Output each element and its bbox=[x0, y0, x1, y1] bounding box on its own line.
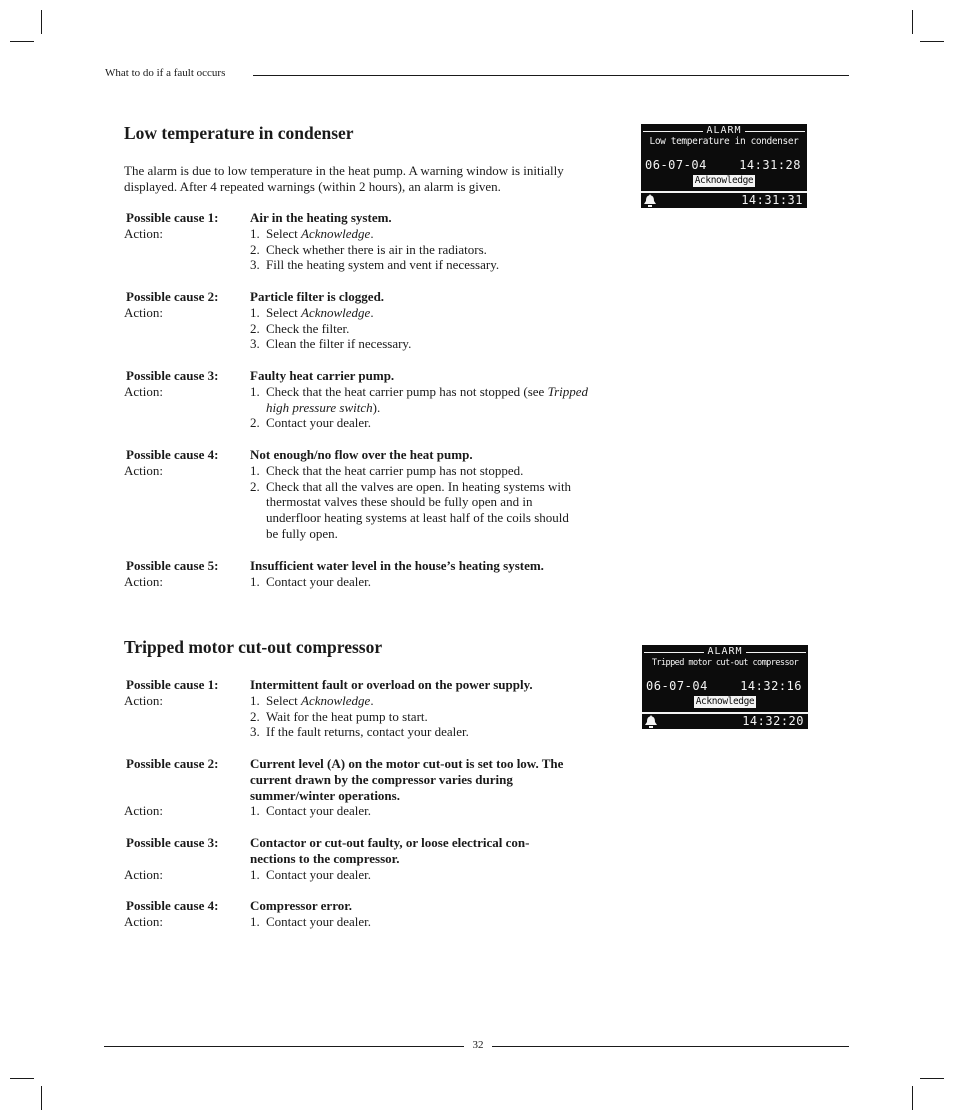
action-step: 1. Select Acknowledge. bbox=[250, 304, 374, 320]
action-steps bbox=[250, 803, 594, 819]
cause-title: Not enough/no flow over the heat pump. bbox=[250, 447, 473, 462]
action-step: 1. Contact your dealer. bbox=[250, 803, 372, 819]
alarm-display-low-temperature bbox=[641, 124, 807, 208]
action-label: Action: bbox=[124, 803, 163, 819]
display-clock: 14:31:31 bbox=[741, 193, 803, 207]
cause-label: Possible cause 4: bbox=[126, 447, 219, 462]
running-head: What to do if a fault occurs bbox=[105, 67, 226, 79]
crop-mark bbox=[912, 1086, 913, 1110]
action-step: 2. Wait for the heat pump to start. bbox=[250, 708, 428, 724]
cause-title: Faulty heat carrier pump. bbox=[250, 368, 395, 383]
cause-title: Air in the heating system. bbox=[250, 210, 392, 225]
cause-title: Particle filter is clogged. bbox=[250, 289, 385, 304]
cause-label: Possible cause 3: bbox=[126, 368, 219, 383]
action-step: 2. Contact your dealer. bbox=[250, 415, 372, 431]
alarm-date: 06-07-04 bbox=[646, 679, 708, 693]
cause-label: Possible cause 2: bbox=[126, 756, 219, 771]
bell-icon bbox=[644, 715, 658, 728]
section-title-low-temperature: Low temperature in condenser bbox=[124, 123, 354, 143]
crop-mark bbox=[10, 41, 34, 42]
cause-block bbox=[124, 368, 594, 431]
action-step: 3. Fill the heating system and vent if necessary. bbox=[250, 257, 500, 273]
action-step: 1. Check that the heat carrier pump has not stopped (see Tripped high pressure switch). bbox=[250, 383, 589, 415]
action-steps bbox=[250, 574, 594, 590]
action-step: 1. Contact your dealer. bbox=[250, 913, 372, 929]
footer-rule bbox=[492, 1046, 849, 1047]
footer-rule bbox=[104, 1046, 464, 1047]
bell-icon bbox=[643, 194, 657, 207]
cause-block bbox=[124, 210, 594, 273]
action-label: Action: bbox=[124, 304, 163, 320]
cause-label: Possible cause 1: bbox=[126, 677, 219, 692]
action-step: 1. Select Acknowledge. bbox=[250, 692, 374, 708]
cause-title: Current level (A) on the motor cut-out is set too low. The current drawn by the compressor varies during summer/winter operations. bbox=[250, 756, 564, 803]
action-step: 1. Select Acknowledge. bbox=[250, 225, 374, 241]
action-step: 2. Check the filter. bbox=[250, 320, 350, 336]
cause-label: Possible cause 2: bbox=[126, 289, 219, 304]
crop-mark bbox=[41, 1086, 42, 1110]
action-step: 3. Clean the filter if necessary. bbox=[250, 336, 412, 352]
action-label: Action: bbox=[124, 573, 163, 589]
action-step: 3. If the fault returns, contact your dealer. bbox=[250, 724, 469, 740]
cause-block bbox=[124, 447, 594, 542]
crop-mark bbox=[41, 10, 42, 34]
action-steps bbox=[250, 463, 594, 542]
cause-label: Possible cause 1: bbox=[126, 210, 219, 225]
action-steps bbox=[250, 914, 594, 930]
action-label: Action: bbox=[124, 866, 163, 882]
action-steps bbox=[250, 867, 594, 883]
cause-block bbox=[124, 898, 594, 930]
action-step: 2. Check whether there is air in the radiators. bbox=[250, 241, 487, 257]
cause-label: Possible cause 3: bbox=[126, 835, 219, 850]
acknowledge-button: Acknowledge bbox=[694, 175, 754, 186]
header-rule bbox=[253, 75, 849, 76]
cause-block bbox=[124, 558, 594, 590]
crop-mark bbox=[912, 10, 913, 34]
action-label: Action: bbox=[124, 913, 163, 929]
action-step: 1. Contact your dealer. bbox=[250, 866, 372, 882]
action-step: 1. Check that the heat carrier pump has not stopped. bbox=[250, 462, 524, 478]
alarm-header-text: ALARM bbox=[707, 646, 743, 657]
section-title-tripped-motor: Tripped motor cut-out compressor bbox=[124, 637, 383, 657]
alarm-date: 06-07-04 bbox=[645, 158, 707, 172]
action-steps bbox=[250, 305, 594, 352]
cause-label: Possible cause 5: bbox=[126, 558, 219, 573]
action-steps bbox=[250, 384, 594, 431]
display-clock: 14:32:20 bbox=[742, 714, 804, 728]
cause-block bbox=[124, 756, 594, 819]
action-steps bbox=[250, 693, 594, 740]
alarm-time: 14:31:28 bbox=[739, 158, 801, 172]
action-steps bbox=[250, 226, 594, 273]
section-intro: The alarm is due to low temperature in the heat pump. A warning window is initially displayed. After 4 repeated warnings (within 2 hours), an alarm is given. bbox=[124, 163, 564, 194]
crop-mark bbox=[920, 1078, 944, 1079]
cause-title: Compressor error. bbox=[250, 898, 353, 913]
action-label: Action: bbox=[124, 462, 163, 478]
crop-mark bbox=[10, 1078, 34, 1079]
alarm-header-text: ALARM bbox=[706, 125, 742, 136]
action-step: 2. Check that all the valves are open. In heating systems with thermostat valves these should be fully open and in underfloor heating systems at least half of the coils should be fully open. bbox=[250, 478, 572, 541]
cause-title: Contactor or cut-out faulty, or loose electrical con-nections to the compressor. bbox=[250, 835, 530, 866]
alarm-message: Low temperature in condenser bbox=[649, 136, 799, 147]
alarm-time: 14:32:16 bbox=[740, 679, 802, 693]
action-label: Action: bbox=[124, 225, 163, 241]
cause-block bbox=[124, 835, 594, 882]
alarm-display-tripped-motor bbox=[642, 645, 808, 729]
page-number: 32 bbox=[472, 1039, 484, 1051]
crop-mark bbox=[920, 41, 944, 42]
cause-label: Possible cause 4: bbox=[126, 898, 219, 913]
cause-title: Intermittent fault or overload on the power supply. bbox=[250, 677, 533, 692]
action-label: Action: bbox=[124, 383, 163, 399]
acknowledge-button: Acknowledge bbox=[695, 696, 755, 707]
cause-block bbox=[124, 677, 594, 740]
cause-title: Insufficient water level in the house’s heating system. bbox=[250, 558, 544, 573]
action-label: Action: bbox=[124, 692, 163, 708]
alarm-message: Tripped motor cut-out compressor bbox=[651, 658, 799, 668]
cause-block bbox=[124, 289, 594, 352]
action-step: 1. Contact your dealer. bbox=[250, 573, 372, 589]
